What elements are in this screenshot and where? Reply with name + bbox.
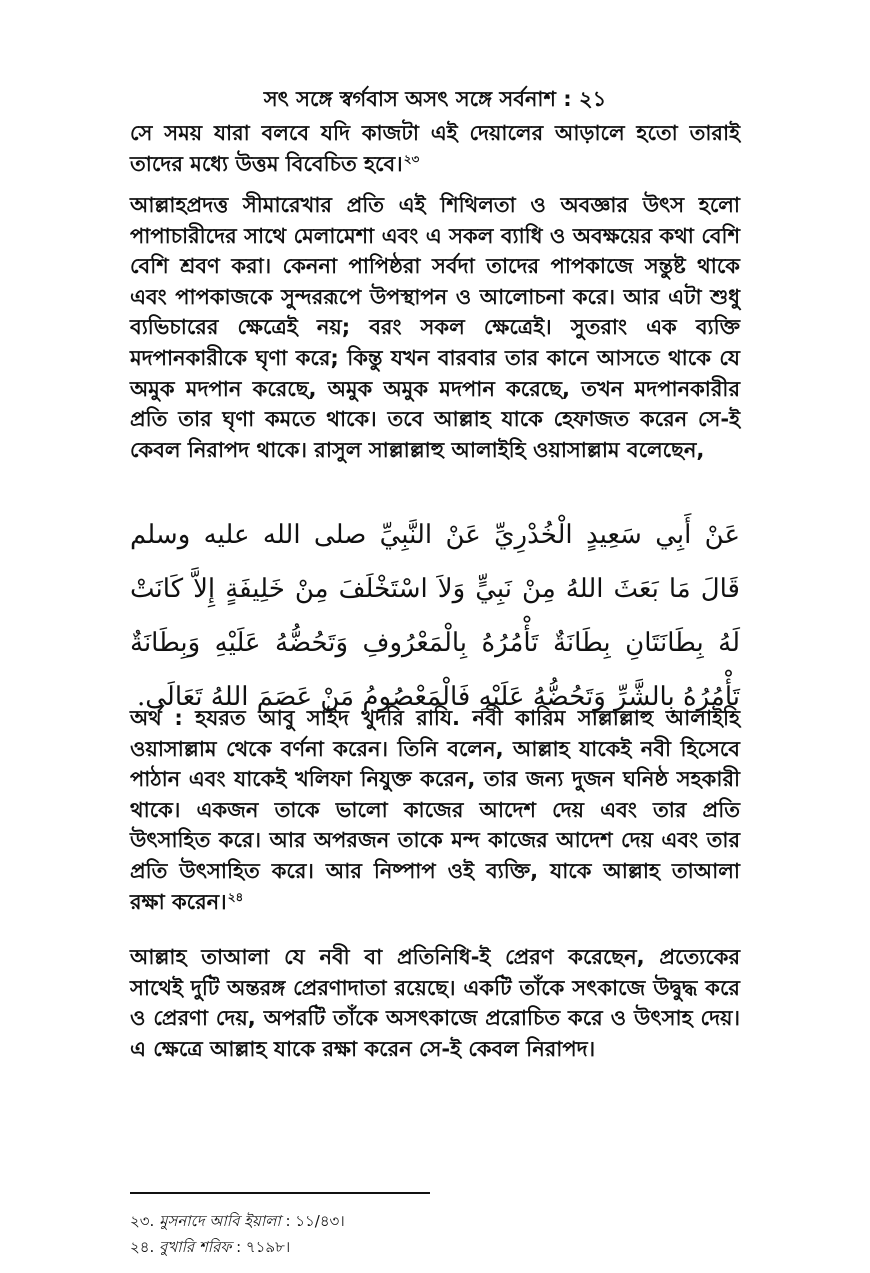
paragraph-translation [130, 703, 740, 917]
footnote-source: মুসনাদে আবি ইয়ালা [159, 1212, 281, 1230]
footnote-ref-24[interactable]: ২৪ [227, 889, 244, 904]
arabic-hadith-text: عَنْ أَبِي سَعِيدٍ الْخُدْرِيِّ عَنْ النَّبِيِّ صلى الله عليه وسلم قَالَ مَا بَعَثَ اللهُ مِنْ نَبِيٍّ وَلاَ اسْتَخْلَفَ مِنْ خَلِيفَةٍ إِلاَّ كَانَتْ لَهُ بِطَانَتَانِ بِطَانَةٌ تَأْمُرُهُ بِالْمَعْرُوفِ وَتَحُضُّهُ عَلَيْهِ وَبِطَانَةٌ تَأْمُرُهُ بِالشَّرِّ وَتَحُضُّهُ عَلَيْهِ فَالْمَعْصُومُ مَنْ عَصَمَ اللهُ تَعَالَى. [130, 520, 740, 712]
paragraph-explanation [130, 942, 740, 1064]
footnote-23 [130, 1208, 740, 1234]
footnote-number: ২৪. [130, 1238, 155, 1256]
paragraph-text: অর্থ : হযরত আবু সাইদ খুদরি রাযি. নবী কারিম সাল্লাল্লাহু আলাইহি ওয়াসাল্লাম থেকে বর্ণনা করেন। তিনি বলেন, আল্লাহ যাকেই নবী হিসেবে পাঠান এবং যাকেই খলিফা নিযুক্ত করেন, তার জন্য দুজন ঘনিষ্ঠ সহকারী থাকে। একজন তাকে ভালো কাজের আদেশ দেয় এবং তার প্রতি উৎসাহিত করে। আর অপরজন তাকে মন্দ কাজের আদেশ দেয় এবং তার প্রতি উৎসাহিত করে। আর নিষ্পাপ ওই ব্যক্তি, যাকে আল্লাহ তাআলা রক্ষা করেন। [130, 706, 740, 914]
paragraph-text: আল্লাহপ্রদত্ত সীমারেখার প্রতি এই শিথিলতা ও অবজ্ঞার উৎস হলো পাপাচারীদের সাথে মেলামেশা এবং এ সকল ব্যাধি ও অবক্ষয়ের কথা বেশি বেশি শ্রবণ করা। কেননা পাপিষ্ঠরা সর্বদা তাদের পাপকাজে সন্তুষ্ট থাকে এবং পাপকাজকে সুন্দররূপে উপস্থাপন ও আলোচনা করে। আর এটা শুধু ব্যভিচারের ক্ষেত্রেই নয়; বরং সকল ক্ষেত্রেই। সুতরাং এক ব্যক্তি মদপানকারীকে ঘৃণা করে; কিন্তু যখন বারবার তার কানে আসতে থাকে যে অমুক মদপান করেছে, অমুক অমুক মদপান করেছে, তখন মদপানকারীর প্রতি তার ঘৃণা কমতে থাকে। তবে আল্লাহ যাকে হেফাজত করেন সে-ই কেবল নিরাপদ থাকে। রাসুল সাল্লাল্লাহু আলাইহি ওয়াসাল্লাম বলেছেন, [130, 193, 740, 462]
running-header: সৎ সঙ্গে স্বর্গবাস অসৎ সঙ্গে সর্বনাশ : ২১ [263, 87, 607, 111]
footnote-ref-23[interactable]: ২৩ [403, 151, 420, 166]
footnote-source: বুখারি শরিফ [159, 1238, 232, 1256]
footnote-number: ২৩. [130, 1212, 155, 1230]
footnote-divider [130, 1192, 430, 1194]
footnote-ref-text: : ৭১৯৮। [236, 1238, 291, 1256]
footnote-24 [130, 1234, 740, 1260]
footnote-ref-text: : ১১/৪৩। [285, 1212, 345, 1230]
paragraph-intro [130, 118, 740, 179]
paragraph-text: সে সময় যারা বলবে যদি কাজটা এই দেয়ালের আড়ালে হতো তারাই তাদের মধ্যে উত্তম বিবেচিত হবে। [130, 121, 740, 176]
paragraph-laxity [130, 190, 740, 465]
footnotes [130, 1208, 740, 1260]
paragraph-text: আল্লাহ তাআলা যে নবী বা প্রতিনিধি-ই প্রেরণ করেছেন, প্রত্যেকের সাথেই দুটি অন্তরঙ্গ প্রেরণাদাতা রয়েছে। একটি তাঁকে সৎকাজে উদ্বুদ্ধ করে ও প্রেরণা দেয়, অপরটি তাঁকে অসৎকাজে প্ররোচিত করে ও উৎসাহ দেয়। এ ক্ষেত্রে আল্লাহ যাকে রক্ষা করেন সে-ই কেবল নিরাপদ। [130, 945, 740, 1061]
